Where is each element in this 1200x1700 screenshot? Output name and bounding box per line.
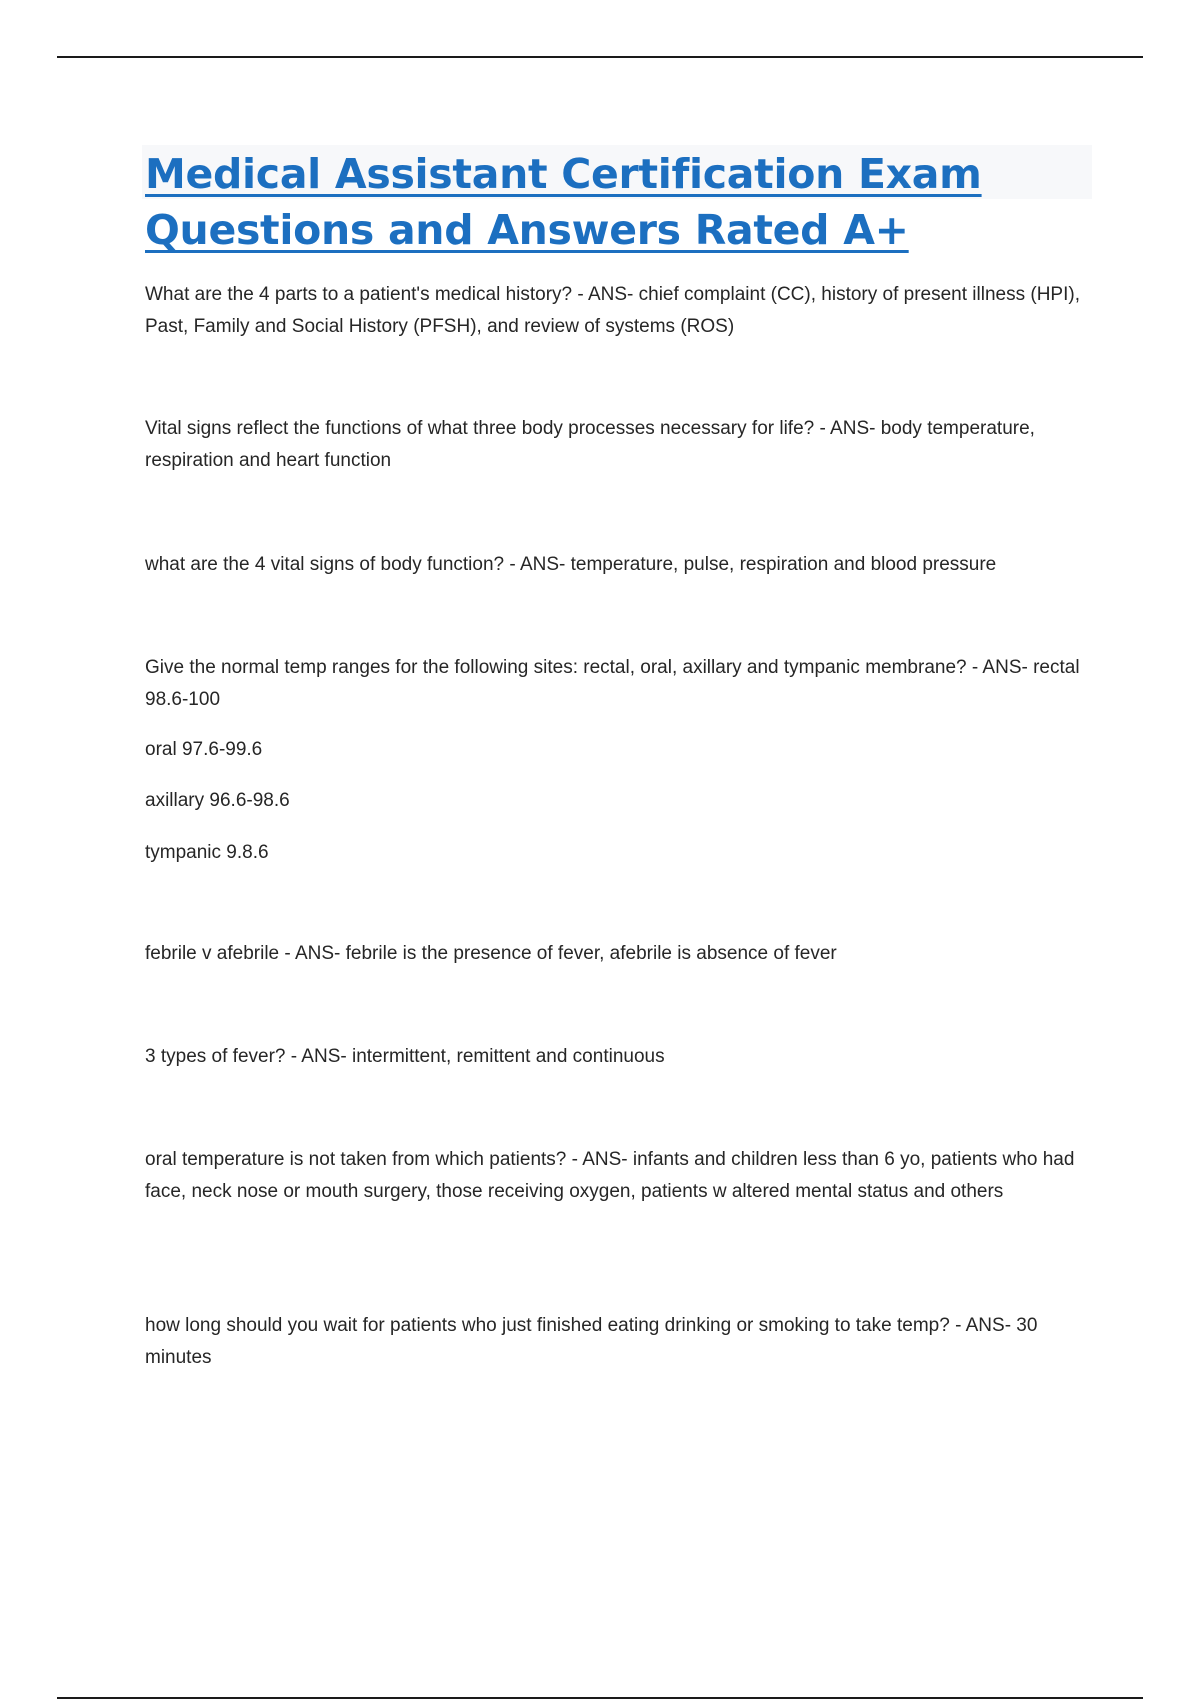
qa-text: how long should you wait for patients who just finished eating drinking or smoking to take temp? - ANS- 30 minutes — [145, 1315, 1038, 1368]
qa-extra-line: tympanic 9.8.6 — [145, 842, 269, 863]
document-title — [145, 146, 1105, 258]
qa-text: febrile v afebrile - ANS- febrile is the presence of fever, afebrile is absence of fever — [145, 943, 837, 964]
qa-item-1 — [145, 279, 1095, 343]
qa-extra-line: axillary 96.6-98.6 — [145, 790, 290, 811]
qa-item-8 — [145, 1310, 1095, 1374]
qa-text: Vital signs reflect the functions of what three body processes necessary for life? - ANS- body temperature, respiration and heart function — [145, 418, 1035, 471]
qa-item-7 — [145, 1144, 1095, 1208]
header-rule — [57, 56, 1143, 58]
qa-item-6 — [145, 1041, 1095, 1073]
qa-item-2 — [145, 413, 1095, 477]
qa-item-5 — [145, 938, 1095, 970]
qa-text: what are the 4 vital signs of body function? - ANS- temperature, pulse, respiration and blood pressure — [145, 554, 997, 575]
qa-item-4-extra-3 — [145, 837, 1095, 869]
qa-item-3 — [145, 549, 1095, 581]
qa-item-4-extra-2 — [145, 785, 1095, 817]
qa-item-4-extra-1 — [145, 734, 1095, 766]
qa-text: 3 types of fever? - ANS- intermittent, remittent and continuous — [145, 1046, 665, 1067]
title-line-2: Questions and Answers Rated A+ — [145, 206, 909, 254]
qa-extra-line: oral 97.6-99.6 — [145, 739, 263, 760]
title-line-1: Medical Assistant Certification Exam — [145, 150, 982, 198]
qa-text: Give the normal temp ranges for the following sites: rectal, oral, axillary and tympanic membrane? - ANS- rectal 98.6-100 — [145, 657, 1080, 710]
footer-rule — [57, 1697, 1143, 1699]
qa-text: oral temperature is not taken from which patients? - ANS- infants and children less than 6 yo, patients who had face, neck nose or mouth surgery, those receiving oxygen, patients w altered mental status and others — [145, 1149, 1075, 1202]
qa-text: What are the 4 parts to a patient's medical history? - ANS- chief complaint (CC), history of present illness (HPI), Past, Family and Social History (PFSH), and review of systems (ROS) — [145, 284, 1080, 337]
qa-item-4 — [145, 652, 1095, 716]
